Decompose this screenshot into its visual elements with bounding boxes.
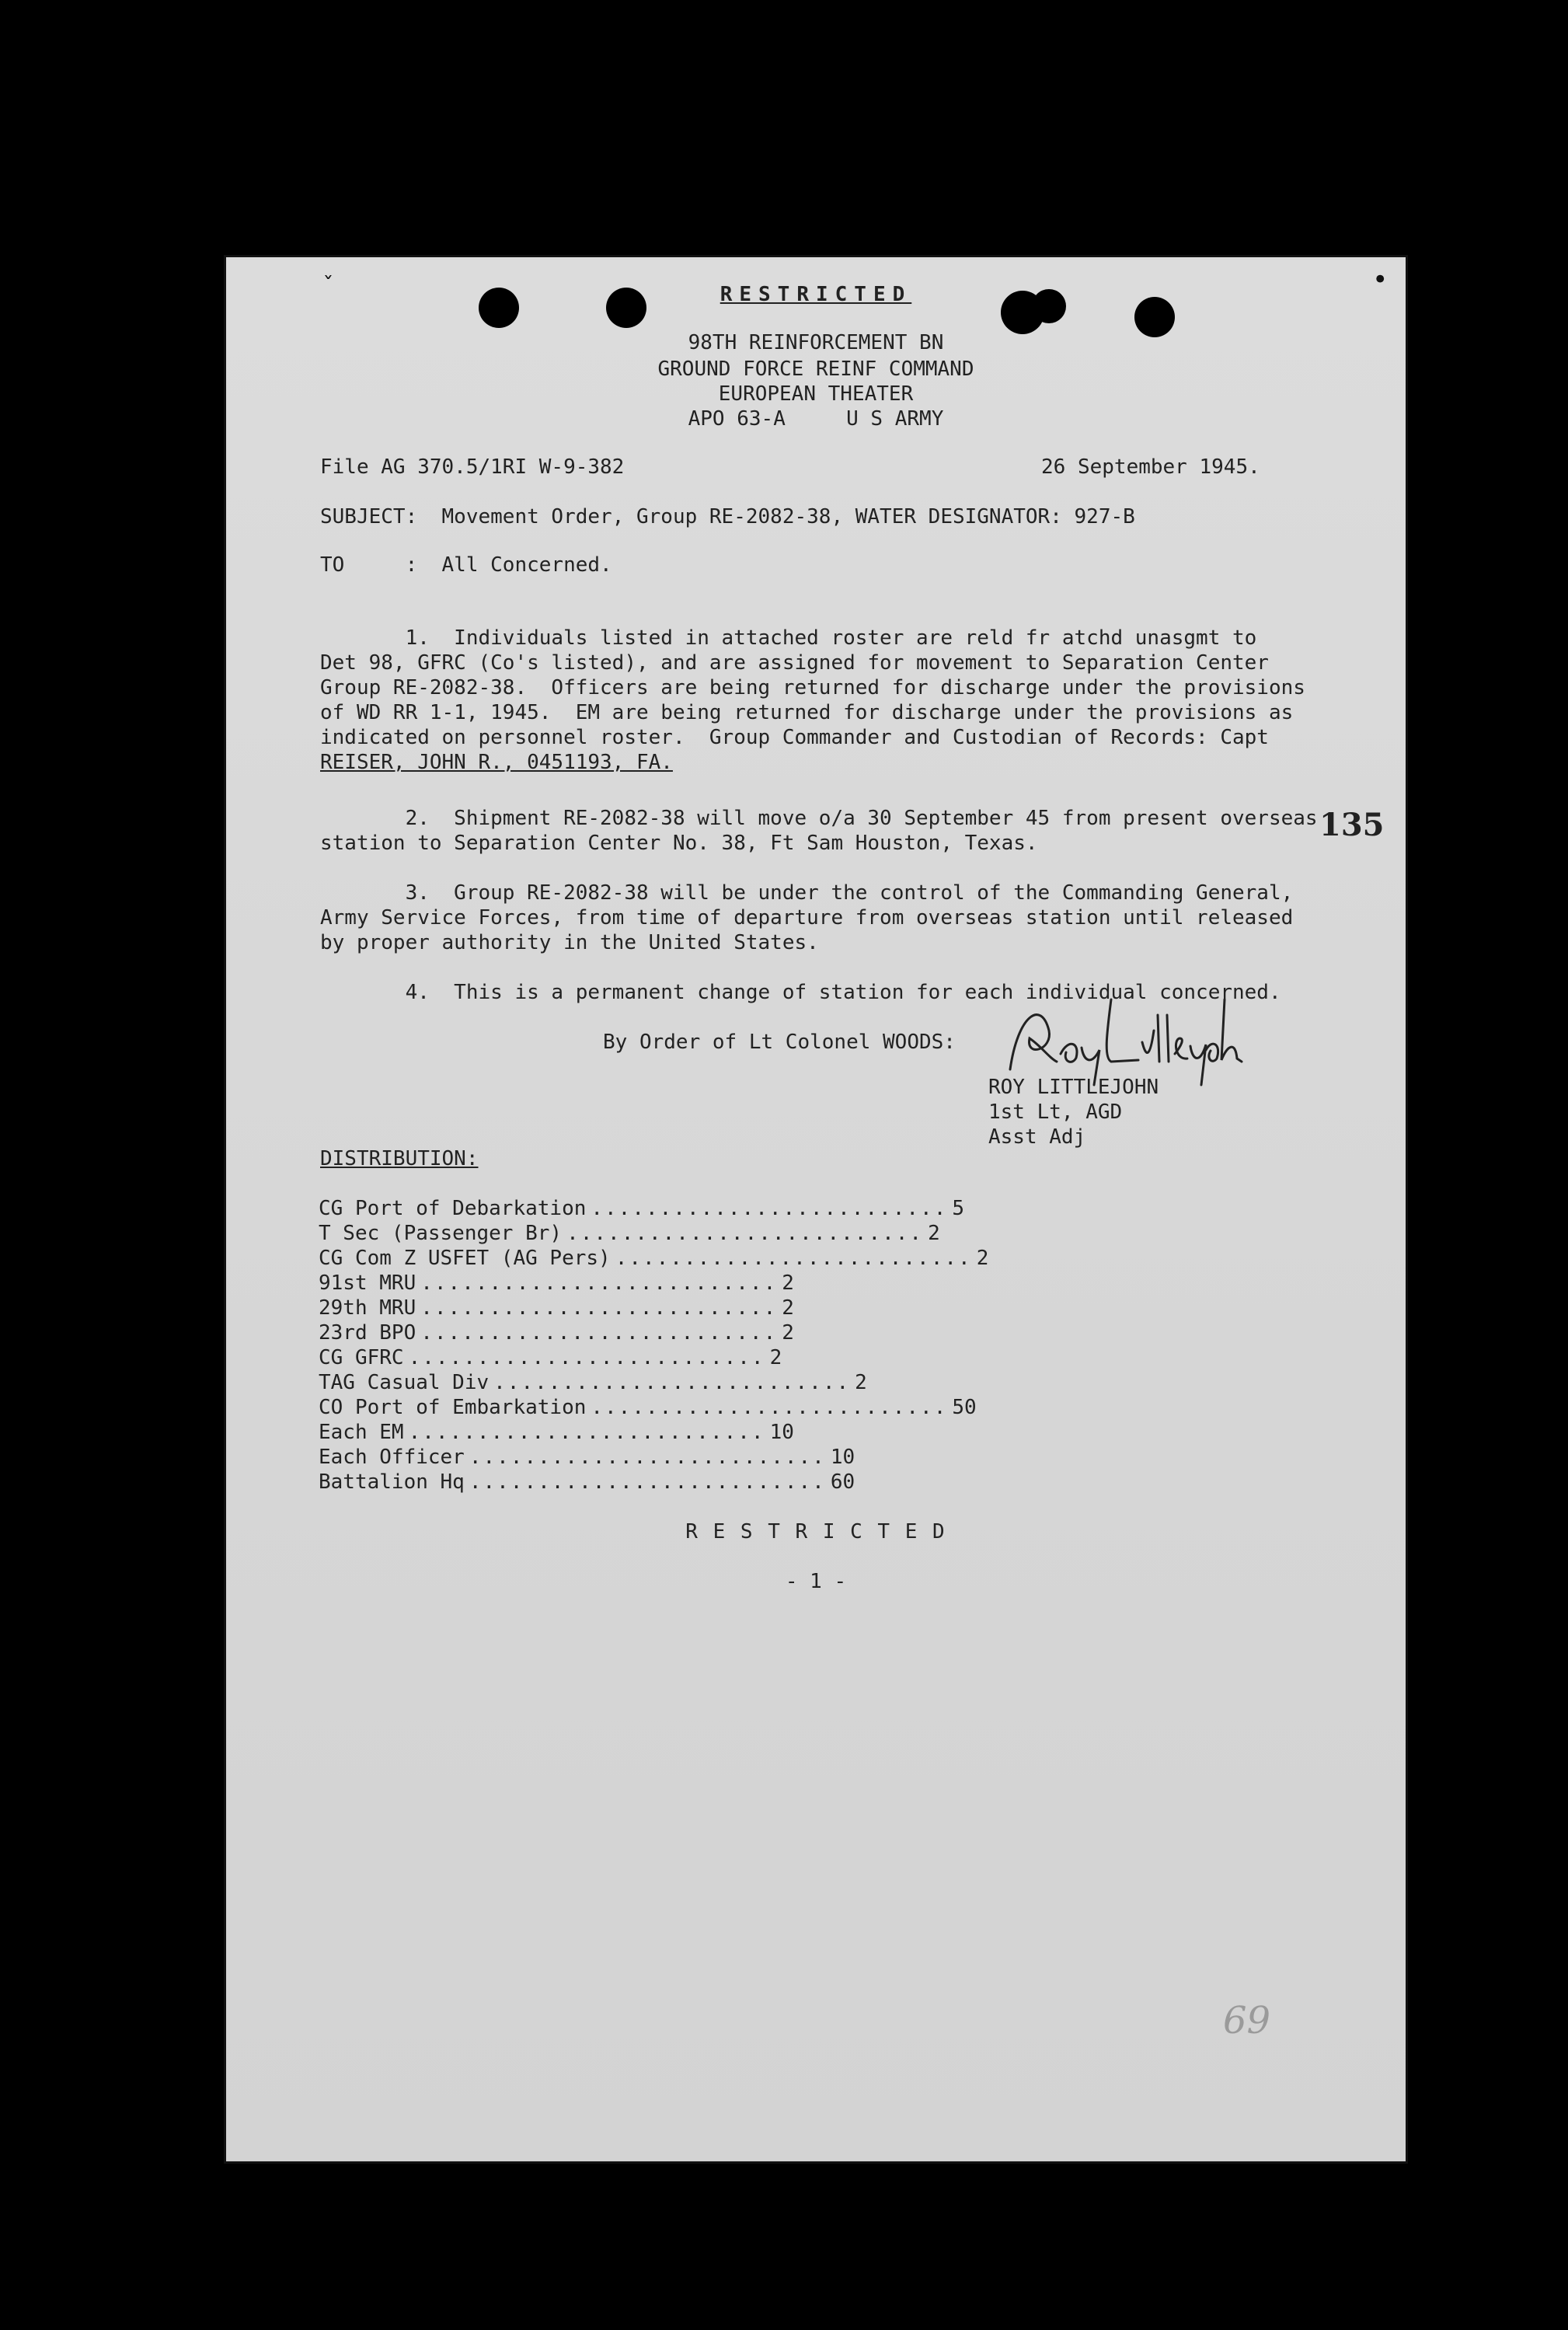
unit-line: EUROPEAN THEATER [718,382,914,406]
distribution-item-qty: 10 [769,1421,794,1444]
paragraph-1-line: indicated on personnel roster. Group Commander and Custodian of Records: Capt [320,726,1269,749]
paragraph-1-line: Group RE-2082-38. Officers are being returned for discharge under the provisions [320,676,1305,699]
unit-line: APO 63-A U S ARMY [688,407,944,431]
distribution-item-name: Each Officer [319,1446,465,1469]
distribution-item-name: Battalion Hq [319,1470,465,1494]
distribution-item [319,1346,782,1369]
paragraph-3-line: Army Service Forces, from time of departure from overseas station until released [320,906,1294,930]
document-date: 26 September 1945. [1041,455,1260,479]
to-line: TO : All Concerned. [320,553,612,577]
distribution-item [319,1296,794,1320]
distribution-heading: DISTRIBUTION: [320,1147,479,1170]
distribution-item [319,1396,977,1419]
distribution-item-name: 91st MRU [319,1271,416,1295]
leader-dots: .......................... [591,1396,948,1419]
stamp-number: 135 [1319,807,1385,843]
paragraph-3-line: by proper authority in the United States. [320,931,819,954]
file-reference: File AG 370.5/1RI W-9-382 [320,455,625,479]
paragraph-2-line: 2. Shipment RE-2082-38 will move o/a 30 September 45 from present overseas [320,807,1318,830]
signer-rank: 1st Lt, AGD [988,1100,1123,1124]
leader-dots: .......................... [469,1470,826,1494]
handwritten-signature [995,984,1251,1093]
distribution-item [319,1421,794,1444]
pencil-number: 69 [1223,1999,1271,2042]
distribution-item-qty: 50 [952,1396,977,1419]
leader-dots: .......................... [591,1197,948,1220]
distribution-item-qty: 10 [830,1446,855,1469]
leader-dots: .......................... [493,1371,851,1394]
distribution-item-name: CG GFRC [319,1346,404,1369]
signer-name: ROY LITTLEJOHN [988,1076,1159,1099]
distribution-item-name: CG Com Z USFET (AG Pers) [319,1247,611,1270]
unit-line: 98TH REINFORCEMENT BN [688,331,944,354]
classification-bottom: R E S T R I C T E D [685,1520,946,1543]
leader-dots: .......................... [420,1271,778,1295]
paragraph-1-line: Det 98, GFRC (Co's listed), and are assigned for movement to Separation Center [320,651,1269,675]
distribution-item-qty: 2 [782,1271,794,1295]
distribution-item-name: Each EM [319,1421,404,1444]
distribution-item [319,1446,855,1469]
distribution-item-name: TAG Casual Div [319,1371,490,1394]
leader-dots: .......................... [420,1296,778,1320]
distribution-item-name: 29th MRU [319,1296,416,1320]
leader-dots: .......................... [408,1421,765,1444]
distribution-item-qty: 2 [976,1247,989,1270]
distribution-item [319,1247,989,1270]
corner-mark: ˇ [322,272,335,298]
paragraph-3-line: 3. Group RE-2082-38 will be under the control of the Commanding General, [320,881,1294,905]
distribution-item-qty: 2 [782,1321,794,1345]
distribution-item-qty: 5 [952,1197,965,1220]
distribution-item-qty: 60 [830,1470,855,1494]
distribution-item [319,1470,855,1494]
leader-dots: .......................... [469,1446,826,1469]
custodian-name: REISER, JOHN R., 0451193, FA. [320,751,673,774]
distribution-item [319,1222,940,1245]
paragraph-4-line: 4. This is a permanent change of station for each individual concerned. [320,981,1281,1004]
paragraph-2-line: station to Separation Center No. 38, Ft Sam Houston, Texas. [320,832,1038,855]
distribution-item-qty: 2 [769,1346,782,1369]
unit-line: GROUND FORCE REINF COMMAND [657,358,974,381]
distribution-item-name: CG Port of Debarkation [319,1197,587,1220]
distribution-item [319,1321,794,1345]
distribution-item-qty: 2 [782,1296,794,1320]
distribution-item-qty: 2 [928,1222,940,1245]
corner-mark: • [1372,264,1389,295]
distribution-item-name: T Sec (Passenger Br) [319,1222,563,1245]
order-line: By Order of Lt Colonel WOODS: [603,1031,956,1054]
leader-dots: .......................... [566,1222,924,1245]
page-number: - 1 - [785,1570,847,1593]
paragraph-1-line: of WD RR 1-1, 1945. EM are being returned for discharge under the provisions as [320,701,1294,724]
distribution-item-name: 23rd BPO [319,1321,416,1345]
distribution-item [319,1197,965,1220]
subject-line: SUBJECT: Movement Order, Group RE-2082-38, WATER DESIGNATOR: 927-B [320,505,1135,528]
paragraph-1-line: 1. Individuals listed in attached roster are reld fr atchd unasgmt to [320,626,1257,650]
classification-top: RESTRICTED [720,283,912,306]
distribution-item [319,1371,867,1394]
distribution-item-name: CO Port of Embarkation [319,1396,587,1419]
distribution-item [319,1271,794,1295]
signer-title: Asst Adj [988,1125,1086,1149]
leader-dots: .......................... [615,1247,972,1270]
distribution-item-qty: 2 [855,1371,867,1394]
leader-dots: .......................... [420,1321,778,1345]
leader-dots: .......................... [408,1346,765,1369]
